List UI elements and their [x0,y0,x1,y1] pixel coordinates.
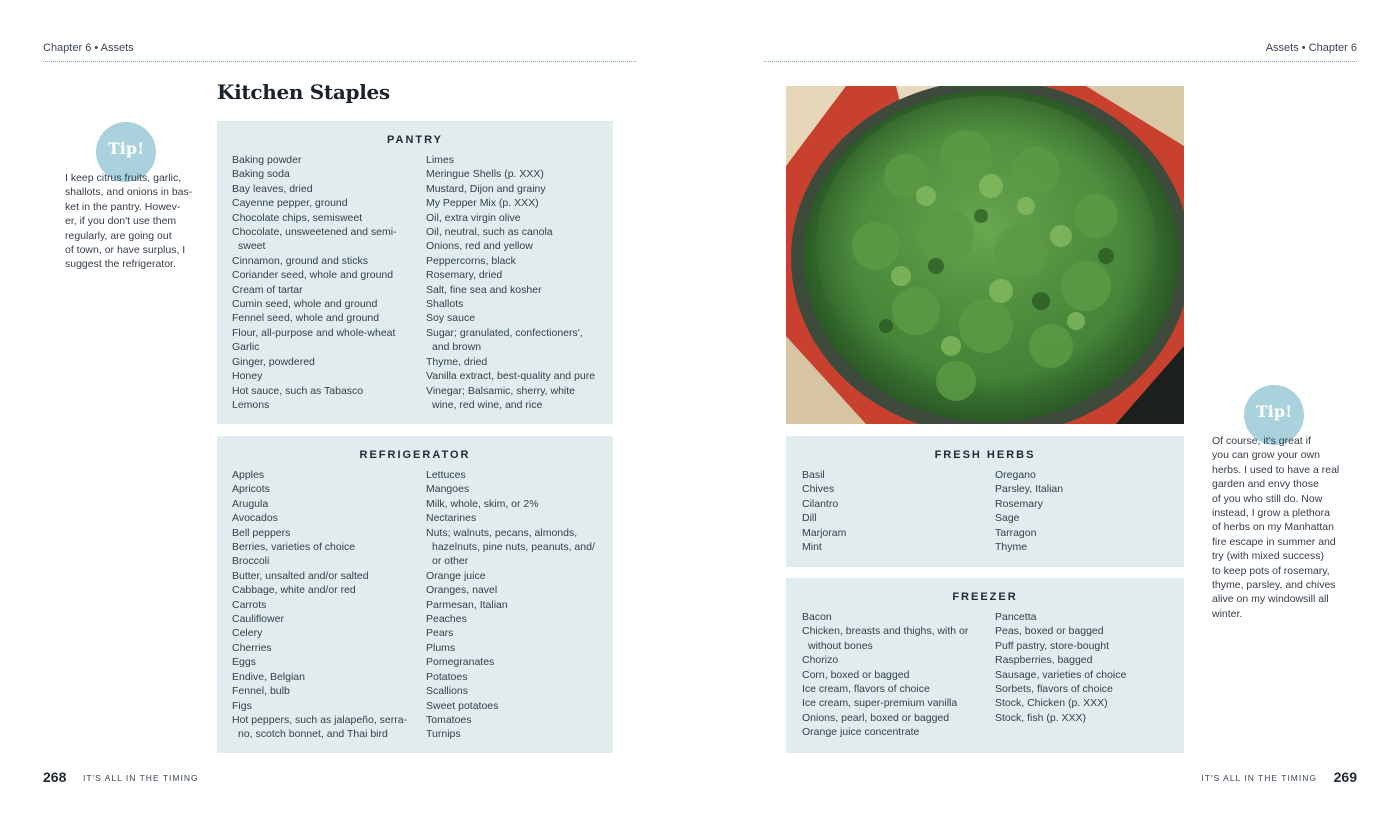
ingredient-item [232,268,422,282]
ingredient-item [802,711,992,725]
ingredient-item [426,355,611,369]
ingredient-item [232,540,422,554]
ingredient-item [802,468,987,482]
ingredient-item [995,526,1180,540]
ingredient-text: Baking powder [232,154,302,166]
ingredient-item [232,670,422,684]
ingredient-text: Flour, all-purpose and whole-wheat [232,326,396,339]
ingredient-text: Onions, red and yellow [426,240,533,253]
page-number: 269 [1333,769,1357,785]
ingredient-text: Sausage, varieties of choice [995,668,1127,681]
ingredient-text: Peppercorns, black [426,254,516,267]
tip-line: er, if you don't use them [65,215,177,228]
tip-line: herbs. I used to have a real [1212,463,1340,476]
ingredient-item [232,526,422,540]
ingredient-item [232,340,422,354]
ingredient-item [426,511,611,525]
ingredient-text: Dill [802,512,817,525]
ingredient-text: Sugar; granulated, confectioners', [426,326,583,339]
ingredient-item [426,482,611,496]
ingredient-item [232,598,422,612]
ingredient-item [995,639,1180,653]
ingredient-text: hazelnuts, pine nuts, peanuts, and/ [432,541,595,554]
ingredient-item [426,641,611,655]
ingredient-item [802,540,987,554]
refrigerator-title: REFRIGERATOR [359,449,471,461]
ingredient-item [426,727,611,741]
fresh-herbs-column-2 [995,468,1180,554]
ingredient-text: Apples [232,469,265,481]
ingredient-item [232,211,422,225]
tip-lines [1212,434,1352,621]
ingredient-item [232,254,422,268]
ingredient-text: My Pepper Mix (p. XXX) [426,197,539,210]
tip-lines [65,171,195,272]
freezer-title: FREEZER [952,591,1018,603]
ingredient-text: Cabbage, white and/or red [232,584,356,597]
tip-line: ket in the pantry. Howev- [65,200,181,213]
ingredient-item [232,482,422,496]
freezer-box [786,578,1184,753]
cilantro-photo [786,86,1184,424]
ingredient-text: Bacon [802,611,832,623]
ingredient-text: Marjoram [802,526,847,539]
ingredient-text: without bones [808,639,873,652]
ingredient-text: Oranges, navel [426,584,498,597]
ingredient-text: Eggs [232,656,256,669]
ingredient-text: Orange juice concentrate [802,726,920,739]
ingredient-text: Nuts; walnuts, pecans, almonds, [426,526,578,539]
ingredient-item [426,211,611,225]
ingredient-item [232,297,422,311]
ingredient-text: Peaches [426,613,467,626]
ingredient-text: Rosemary [995,497,1043,510]
ingredient-item [802,624,992,653]
ingredient-text: wine, red wine, and rice [432,398,543,411]
refrigerator-column-1 [232,468,422,742]
page-title: Kitchen Staples [217,80,390,104]
ingredient-item [426,369,611,383]
ingredient-item [995,540,1180,554]
ingredient-text: Chives [802,483,835,496]
ingredient-item [426,182,611,196]
ingredient-item [232,684,422,698]
ingredient-item [995,624,1180,638]
ingredient-text: Ginger, powdered [232,355,315,368]
ingredient-text: Sorbets, flavors of choice [995,683,1113,696]
ingredient-text: Baking soda [232,168,290,181]
ingredient-item [232,196,422,210]
tip-text [65,171,195,272]
ingredient-text: Garlic [232,341,260,354]
ingredient-item [426,326,611,355]
ingredient-item [802,511,987,525]
ingredient-text: Cream of tartar [232,283,303,296]
ingredient-text: Carrots [232,598,267,611]
tip-line: of town, or have surplus, I [65,244,186,257]
tip-line: thyme, parsley, and chives [1212,579,1336,592]
footer-title: IT'S ALL IN THE TIMING [1201,773,1317,783]
ingredient-text: Soy sauce [426,312,476,325]
ingredient-text: sweet [238,240,266,253]
ingredient-text: Fennel, bulb [232,685,290,698]
ingredient-text: Nectarines [426,512,477,525]
ingredient-text: Vinegar; Balsamic, sherry, white [426,384,576,397]
running-head: Assets • Chapter 6 [1265,42,1357,54]
ingredient-item [802,482,987,496]
ingredient-item [995,511,1180,525]
ingredient-item [232,369,422,383]
ingredient-text: Chicken, breasts and thighs, with or [802,625,969,638]
ingredient-item [802,610,992,624]
fresh-herbs-box [786,436,1184,567]
ingredient-text: Vanilla extract, best-quality and pure [426,370,596,383]
ingredient-text: Mint [802,541,822,554]
ingredient-item [232,153,422,167]
ingredient-item [995,653,1180,667]
ingredient-text: Cumin seed, whole and ground [232,298,378,311]
fresh-herbs-title: FRESH HERBS [934,449,1036,461]
ingredient-text: Mustard, Dijon and grainy [426,182,546,195]
ingredient-item [232,497,422,511]
ingredient-item [426,713,611,727]
ingredient-text: and brown [432,341,482,354]
ingredient-text: Endive, Belgian [232,670,305,683]
ingredient-text: Lemons [232,398,270,411]
ingredient-item [802,682,992,696]
tip-line: regularly, are going out [65,229,172,242]
ingredient-text: Parmesan, Italian [426,598,508,611]
ingredient-item [426,167,611,181]
ingredient-text: Pears [426,627,454,640]
ingredient-item [426,497,611,511]
pantry-title: PANTRY [387,134,443,146]
tip-label: Tip! [1255,402,1293,421]
ingredient-text: Cauliflower [232,613,284,626]
ingredient-text: Limes [426,154,455,166]
ingredient-item [426,612,611,626]
ingredient-text: Thyme [995,541,1028,554]
ingredient-text: or other [432,555,469,568]
ingredient-text: Avocados [232,512,278,525]
ingredient-item [426,626,611,640]
ingredient-text: Pancetta [995,611,1037,623]
fresh-herbs-column-1 [802,468,987,554]
ingredient-text: Sage [995,512,1020,525]
pantry-column-2 [426,153,611,412]
ingredient-text: Cilantro [802,497,839,510]
ingredient-item [802,653,992,667]
tip-text [1212,434,1352,621]
ingredient-item [426,268,611,282]
ingredient-text: Fennel seed, whole and ground [232,312,380,325]
ingredient-text: Sweet potatoes [426,699,499,712]
ingredient-text: Coriander seed, whole and ground [232,269,394,282]
tip-line: fire escape in summer and [1212,535,1336,548]
tip-line: garden and envy those [1212,478,1319,491]
ingredient-text: Turnips [426,728,461,741]
freezer-column-2 [995,610,1180,725]
running-head: Chapter 6 • Assets [43,42,134,54]
ingredient-text: Chocolate chips, semisweet [232,211,363,224]
ingredient-text: Stock, Chicken (p. XXX) [995,697,1108,710]
ingredient-text: no, scotch bonnet, and Thai bird [238,728,388,741]
ingredient-text: Orange juice [426,569,486,582]
ingredient-item [232,384,422,398]
ingredient-item [232,641,422,655]
ingredient-text: Milk, whole, skim, or 2% [426,497,539,510]
freezer-column-1 [802,610,992,740]
ingredient-text: Cayenne pepper, ground [232,197,348,210]
ingredient-item [232,311,422,325]
ingredient-text: Hot peppers, such as jalapeño, serra- [232,713,408,726]
pantry-column-1 [232,153,422,412]
ingredient-item [426,569,611,583]
ingredient-item [232,511,422,525]
ingredient-text: Peas, boxed or bagged [995,625,1104,638]
ingredient-text: Honey [232,370,263,383]
ingredient-item [232,699,422,713]
ingredient-item [232,283,422,297]
header-rule [764,61,1357,62]
ingredient-item [426,153,611,167]
cilantro-bowl-image [786,86,1184,424]
ingredient-item [232,554,422,568]
ingredient-text: Puff pastry, store-bought [995,639,1110,652]
ingredient-item [995,610,1180,624]
footer-title: IT'S ALL IN THE TIMING [83,773,199,783]
tip-line: winter. [1212,607,1243,620]
ingredient-text: Onions, pearl, boxed or bagged [802,711,950,724]
ingredient-item [426,583,611,597]
ingredient-item [232,626,422,640]
ingredient-text: Parsley, Italian [995,483,1064,496]
ingredient-text: Chorizo [802,654,839,667]
ingredient-text: Cherries [232,641,272,654]
ingredient-item [802,497,987,511]
ingredient-text: Scallions [426,685,469,698]
ingredient-text: Tomatoes [426,713,472,726]
page-number: 268 [43,769,67,785]
ingredient-item [802,526,987,540]
ingredient-text: Celery [232,627,263,640]
ingredient-text: Ice cream, flavors of choice [802,683,930,696]
ingredient-item [232,468,422,482]
right-page [700,0,1400,819]
ingredient-text: Meringue Shells (p. XXX) [426,168,544,181]
ingredient-item [995,468,1180,482]
ingredient-text: Mangoes [426,483,470,496]
ingredient-item [995,696,1180,710]
ingredient-text: Oil, extra virgin olive [426,211,521,224]
ingredient-text: Hot sauce, such as Tabasco [232,384,364,397]
ingredient-text: Corn, boxed or bagged [802,668,910,681]
ingredient-text: Stock, fish (p. XXX) [995,711,1087,724]
ingredient-item [232,612,422,626]
ingredient-item [995,497,1180,511]
ingredient-text: Thyme, dried [426,355,488,368]
ingredient-item [232,167,422,181]
ingredient-text: Arugula [232,497,269,510]
ingredient-text: Oregano [995,469,1036,481]
ingredient-item [426,526,611,569]
ingredient-item [426,196,611,210]
ingredient-text: Cinnamon, ground and sticks [232,254,368,267]
ingredient-item [232,655,422,669]
ingredient-text: Butter, unsalted and/or salted [232,569,369,582]
ingredient-item [995,668,1180,682]
ingredient-text: Lettuces [426,469,466,481]
ingredient-item [426,254,611,268]
ingredient-item [995,482,1180,496]
ingredient-text: Rosemary, dried [426,269,503,282]
tip-line: you can grow your own [1212,449,1320,462]
ingredient-item [232,326,422,340]
refrigerator-column-2 [426,468,611,742]
pantry-box [217,121,613,424]
ingredient-text: Chocolate, unsweetened and semi- [232,226,397,239]
ingredient-item [802,668,992,682]
ingredient-item [426,283,611,297]
ingredient-item [426,655,611,669]
tip-line: Of course, it's great if [1212,435,1311,447]
tip-line: I keep citrus fruits, garlic, [65,172,182,184]
tip-line: try (with mixed success) [1212,550,1325,563]
ingredient-item [232,569,422,583]
ingredient-text: Plums [426,641,456,654]
ingredient-item [995,682,1180,696]
ingredient-item [232,355,422,369]
ingredient-text: Pomegranates [426,656,495,669]
ingredient-item [426,699,611,713]
ingredient-text: Bay leaves, dried [232,182,313,195]
ingredient-text: Broccoli [232,555,270,568]
ingredient-text: Oil, neutral, such as canola [426,226,553,239]
ingredient-item [426,468,611,482]
ingredient-item [802,725,992,739]
ingredient-item [426,239,611,253]
tip-line: of you who still do. Now [1212,492,1323,505]
tip-line: suggest the refrigerator. [65,258,176,271]
ingredient-text: Raspberries, bagged [995,654,1093,667]
ingredient-text: Tarragon [995,526,1037,539]
ingredient-text: Berries, varieties of choice [232,541,356,554]
ingredient-item [426,225,611,239]
ingredient-item [802,696,992,710]
ingredient-item [426,297,611,311]
tip-line: to keep pots of rosemary, [1212,564,1330,577]
ingredient-text: Figs [232,699,252,712]
ingredient-item [426,598,611,612]
ingredient-text: Potatoes [426,670,468,683]
ingredient-item [426,670,611,684]
ingredient-text: Apricots [232,483,270,496]
tip-line: shallots, and onions in bas- [65,186,193,199]
ingredient-item [232,182,422,196]
ingredient-text: Shallots [426,298,464,311]
tip-line: alive on my windowsill all [1212,593,1329,606]
tip-line: instead, I grow a plethora [1212,507,1330,520]
ingredient-item [232,713,422,742]
header-rule [43,61,636,62]
ingredient-text: Ice cream, super-premium vanilla [802,697,958,710]
tip-line: of herbs on my Manhattan [1212,521,1334,534]
ingredient-item [232,583,422,597]
ingredient-text: Bell peppers [232,526,291,539]
ingredient-item [426,384,611,413]
refrigerator-box [217,436,613,753]
ingredient-text: Basil [802,469,825,481]
ingredient-item [426,311,611,325]
tip-label: Tip! [107,139,145,158]
ingredient-item [426,684,611,698]
ingredient-text: Salt, fine sea and kosher [426,283,542,296]
ingredient-item [232,398,422,412]
ingredient-item [232,225,422,254]
ingredient-item [995,711,1180,725]
